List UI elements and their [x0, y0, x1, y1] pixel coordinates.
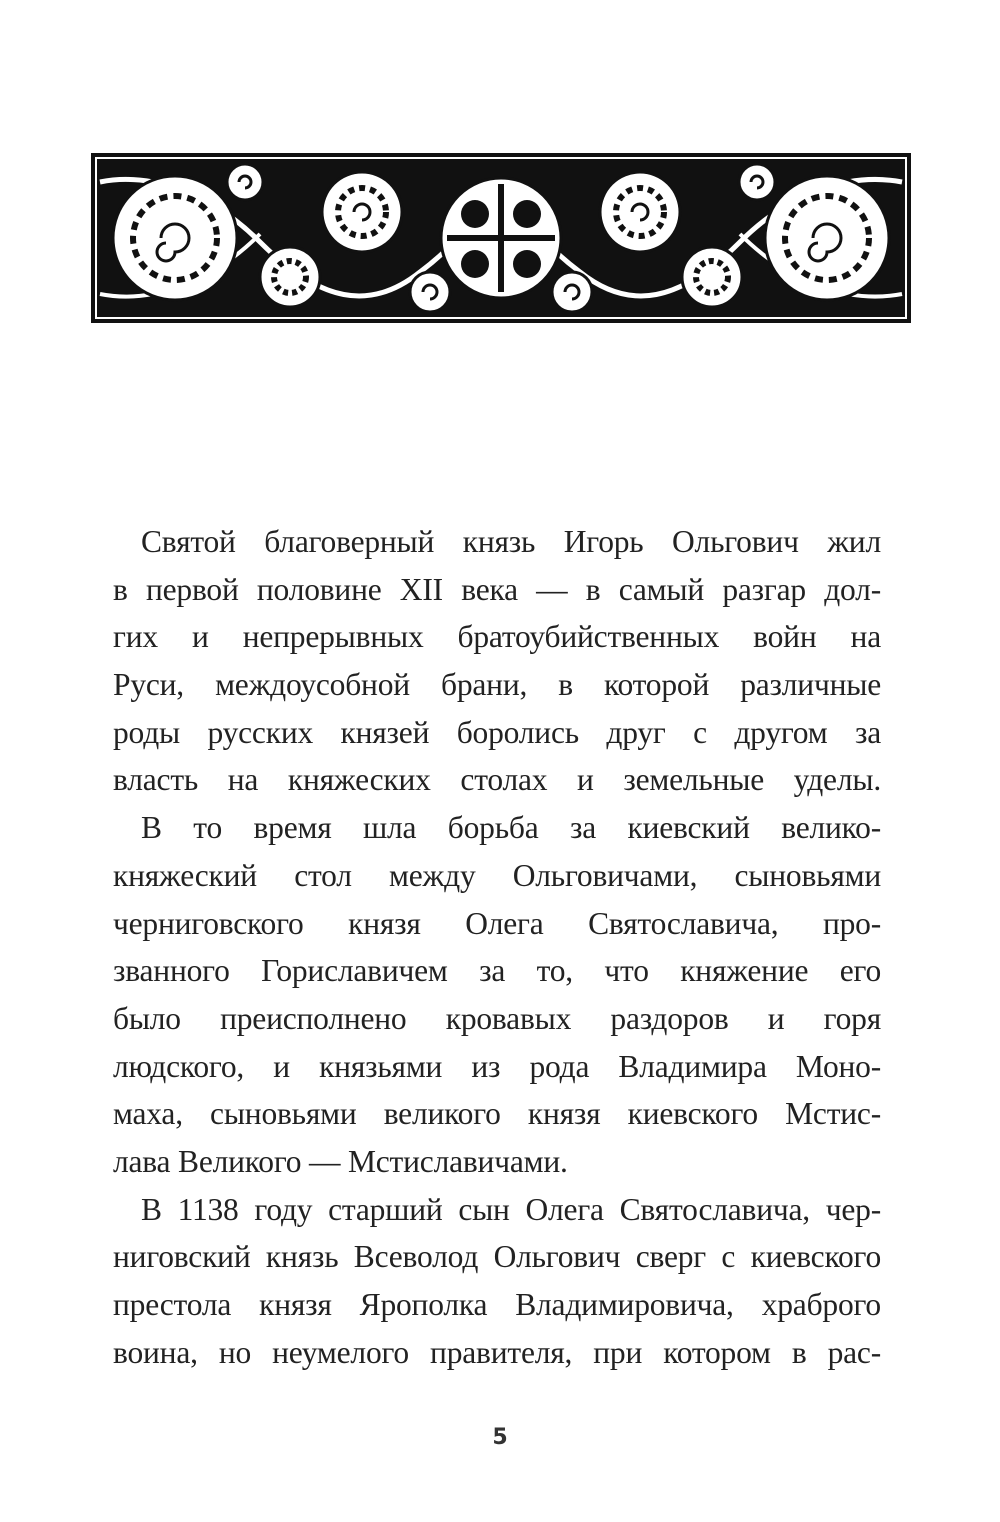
paragraph-2: [113, 804, 881, 1186]
text-line: званного Гориславичем за то, что княжение его: [113, 953, 881, 989]
text-line: маха, сыновьями великого князя киевского Мстис-: [113, 1096, 881, 1132]
text-line: княжеский стол между Ольговичами, сыновьями: [113, 857, 881, 893]
body-text: [113, 518, 881, 1376]
decorative-ornament-header: [90, 152, 912, 324]
text-line: гих и непрерывных братоубийственных войн на: [113, 619, 881, 655]
paragraph-3: [113, 1186, 881, 1377]
text-line: Руси, междоусобной брани, в которой различные: [113, 667, 881, 703]
text-line: лава Великого — Мстиславичами.: [113, 1143, 568, 1179]
text-line: черниговского князя Олега Святославича, про-: [113, 905, 881, 941]
text-line: роды русских князей боролись друг с другом за: [113, 714, 881, 750]
text-line: ниговский князь Всеволод Ольгович сверг с киевского: [113, 1239, 881, 1275]
text-line: В 1138 году старший сын Олега Святославича, чер-: [141, 1191, 881, 1227]
text-line: было преисполнено кровавых раздоров и горя: [113, 1000, 881, 1036]
text-line: В то время шла борьба за киевский велико-: [141, 810, 881, 846]
text-line: воина, но неумелого правителя, при котором в рас-: [113, 1334, 881, 1370]
text-line: Святой благоверный князь Игорь Ольгович жил: [141, 524, 881, 559]
paragraph-1: [113, 518, 881, 804]
text-line: власть на княжеских столах и земельные уделы.: [113, 762, 881, 798]
text-line: в первой половине XII века — в самый разгар дол-: [113, 571, 881, 607]
text-line: престола князя Ярополка Владимировича, храброго: [113, 1287, 881, 1322]
page-number: 5: [492, 1425, 508, 1450]
text-line: людского, и князьями из рода Владимира Моно-: [113, 1048, 881, 1084]
